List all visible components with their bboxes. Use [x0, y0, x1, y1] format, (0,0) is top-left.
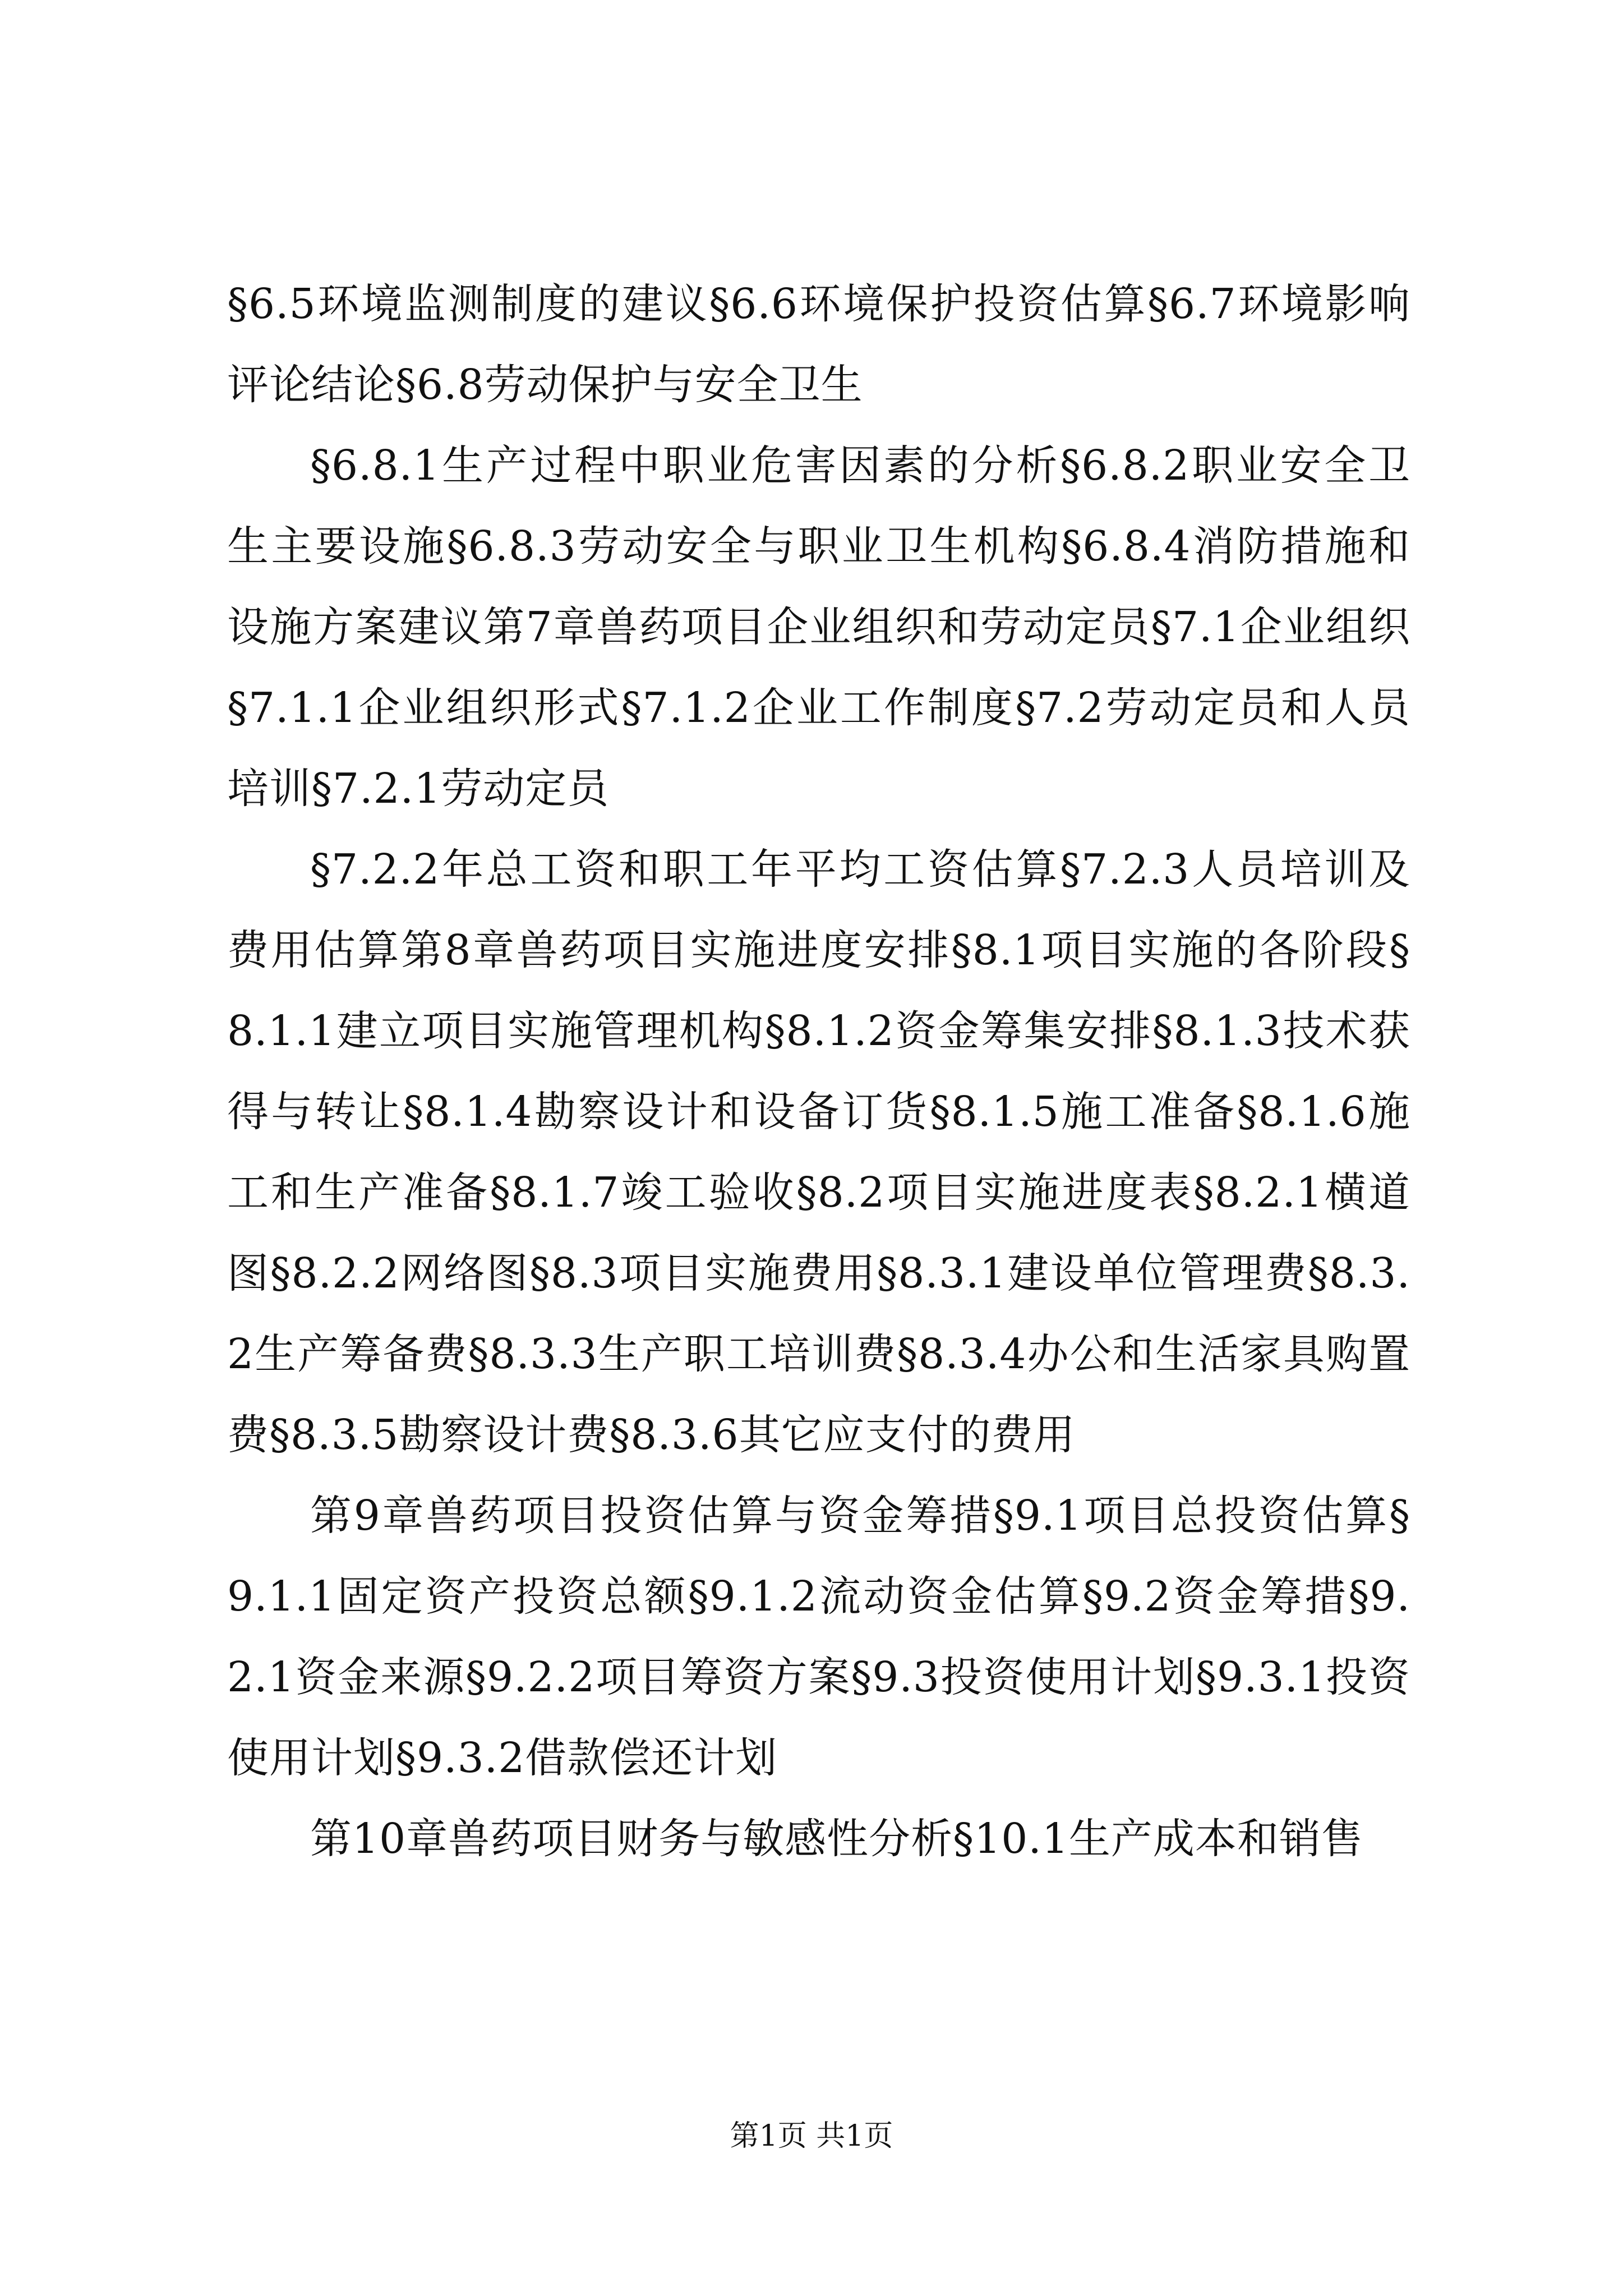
document-body [227, 264, 1410, 1879]
paragraph-5: 第10章兽药项目财务与敏感性分析§10.1生产成本和销售 [310, 1815, 1363, 1863]
paragraph-1: §6.5环境监测制度的建议§6.6环境保护投资估算§6.7环境影响评论结论§6.8劳动保护与安全卫生 [227, 280, 1410, 409]
paragraph-4: 第9章兽药项目投资估算与资金筹措§9.1项目总投资估算§9.1.1固定资产投资总额§9.1.2流动资金估算§9.2资金筹措§9.2.1资金来源§9.2.2项目筹资方案§9.3投资使用计划§9.3.1投资使用计划§9.3.2借款偿还计划 [227, 1492, 1410, 1782]
paragraph-2: §6.8.1生产过程中职业危害因素的分析§6.8.2职业安全卫生主要设施§6.8.3劳动安全与职业卫生机构§6.8.4消防措施和设施方案建议第7章兽药项目企业组织和劳动定员§7.1企业组织§7.1.1企业组织形式§7.1.2企业工作制度§7.2劳动定员和人员培训§7.2.1劳动定员 [227, 441, 1410, 813]
page-footer: 第1页 共1页 [730, 2119, 893, 2153]
paragraph-3: §7.2.2年总工资和职工年平均工资估算§7.2.3人员培训及费用估算第8章兽药项目实施进度安排§8.1项目实施的各阶段§8.1.1建立项目实施管理机构§8.1.2资金筹集安排§8.1.3技术获得与转让§8.1.4勘察设计和设备订货§8.1.5施工准备§8.1.6施工和生产准备§8.1.7竣工验收§8.2项目实施进度表§8.2.1横道图§8.2.2网络图§8.3项目实施费用§8.3.1建设单位管理费§8.3.2生产筹备费§8.3.3生产职工培训费§8.3.4办公和生活家具购置费§8.3.5勘察设计费§8.3.6其它应支付的费用 [227, 845, 1410, 1459]
